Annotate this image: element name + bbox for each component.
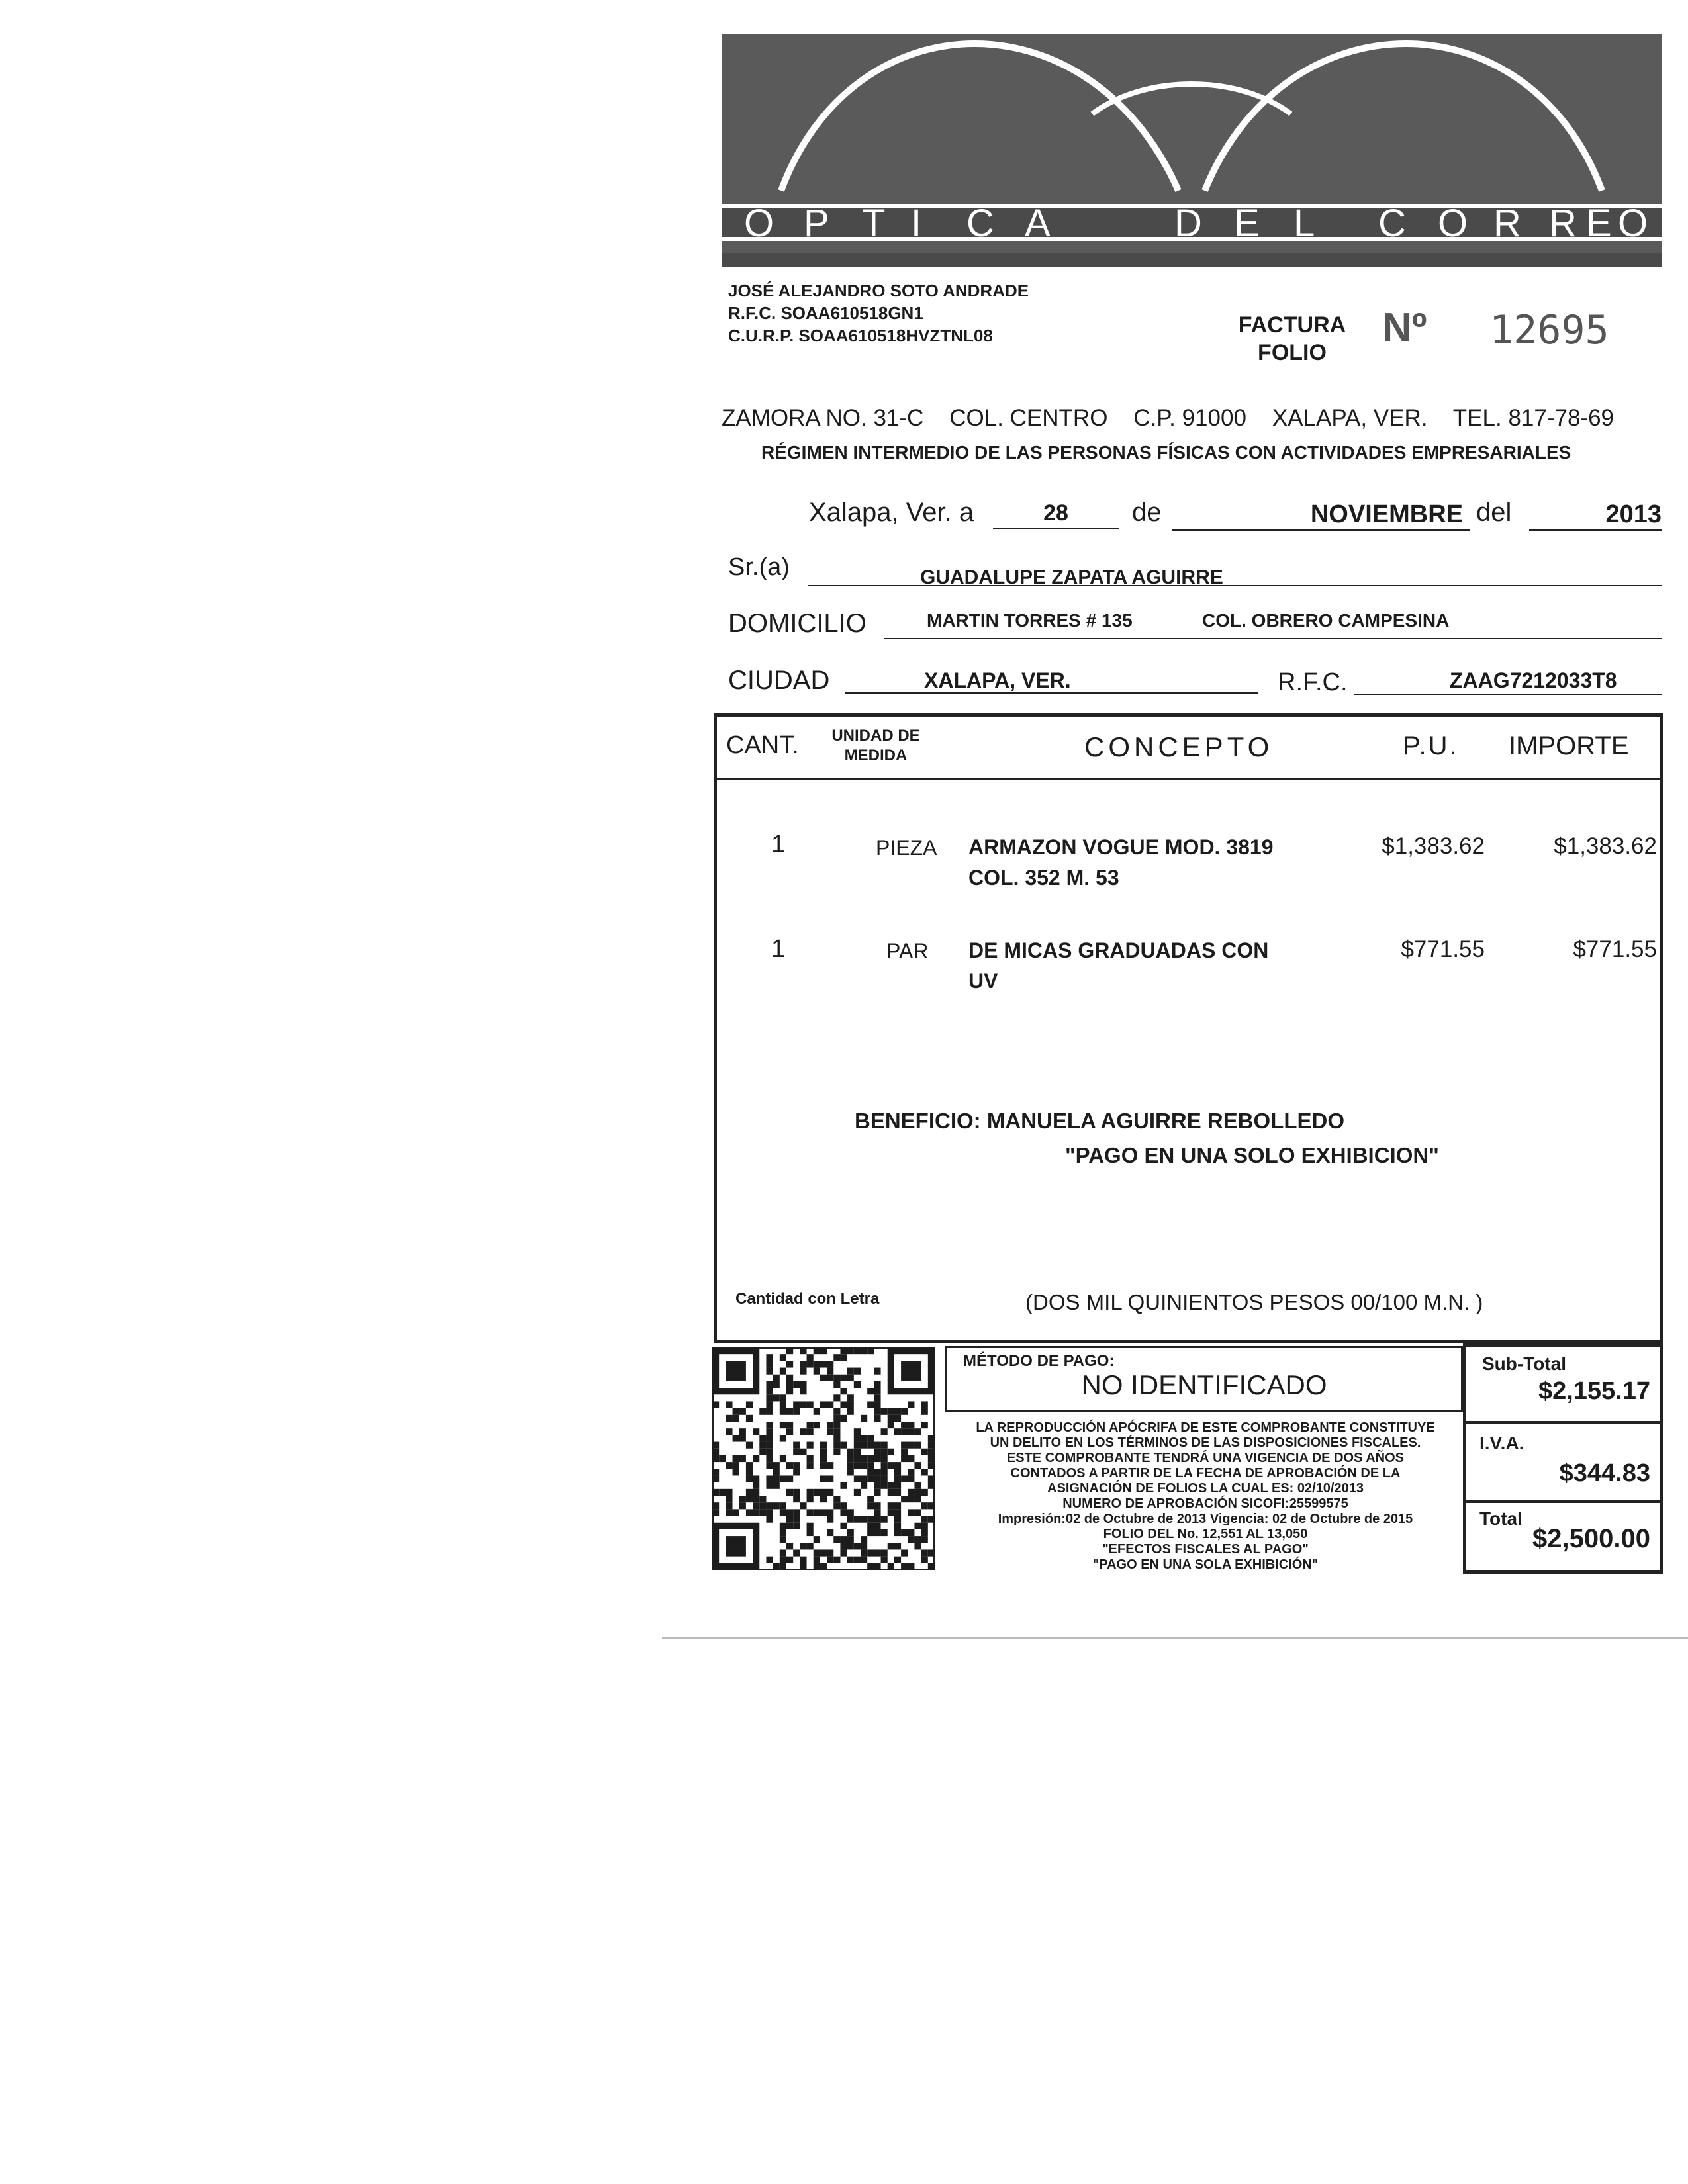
row1-pu: $1,383.62 <box>1382 833 1485 859</box>
pago-note: "PAGO EN UNA SOLO EXHIBICION" <box>1065 1143 1439 1167</box>
brand-letter: L <box>1293 202 1315 245</box>
brand-letter: O <box>1438 202 1468 245</box>
issuer-name: JOSÉ ALEJANDRO SOTO ANDRADE <box>728 281 1029 300</box>
col-header-concepto: CONCEPTO <box>1084 731 1274 762</box>
metodo-label: MÉTODO DE PAGO: <box>963 1352 1115 1370</box>
col-header-importe: IMPORTE <box>1509 731 1629 760</box>
date-day: 28 <box>1043 500 1068 525</box>
sr-label: Sr.(a) <box>728 553 790 581</box>
cantidad-letra-label: Cantidad con Letra <box>735 1290 880 1308</box>
qr-code <box>712 1347 935 1570</box>
issuer-curp: C.U.R.P. SOAA610518HVZTNL08 <box>728 326 993 345</box>
date-month: NOVIEMBRE <box>1310 500 1463 528</box>
brand-letter: E <box>1586 202 1612 245</box>
brand-letter: C <box>1378 202 1406 245</box>
brand-letter: O <box>1618 202 1648 245</box>
brand-letter: R <box>1549 202 1577 245</box>
numero-label: Nº <box>1382 305 1427 351</box>
row1-desc-line2: COL. 352 M. 53 <box>968 866 1119 889</box>
row2-unit: PAR <box>886 939 929 963</box>
col-header-unidad-line1: UNIDAD DE <box>831 727 920 745</box>
date-year: 2013 <box>1605 500 1662 528</box>
table-header-divider <box>717 778 1660 780</box>
date-month-line <box>1172 529 1470 531</box>
brand-letter: D <box>1174 202 1202 245</box>
client-rfc: ZAAG7212033T8 <box>1450 668 1617 692</box>
row2-description <box>968 935 1268 996</box>
payment-method-box <box>945 1346 1463 1412</box>
col-header-cant: CANT. <box>726 731 799 759</box>
folio-number: 12695 <box>1489 307 1609 353</box>
domicilio-label: DOMICILIO <box>728 609 867 638</box>
date-day-line <box>993 528 1119 529</box>
brand-letter: R <box>1493 202 1521 245</box>
ciudad-line <box>845 692 1258 694</box>
ciudad-label: CIUDAD <box>728 666 830 695</box>
brand-letter: T <box>862 202 886 245</box>
cantidad-letra-value: (DOS MIL QUINIENTOS PESOS 00/100 M.N. ) <box>1025 1290 1483 1314</box>
brand-letter: O <box>744 202 774 245</box>
date-del: del <box>1476 498 1512 527</box>
issuer-address: ZAMORA NO. 31-C COL. CENTRO C.P. 91000 XALAPA, VER. TEL. 817-78-69 <box>722 405 1615 431</box>
date-year-line <box>1529 529 1662 531</box>
col-header-pu: P.U. <box>1403 731 1459 760</box>
legal-line: ASIGNACIÓN DE FOLIOS LA CUAL ES: 02/10/2013 <box>1047 1481 1364 1496</box>
subtotal-divider <box>1466 1421 1660 1424</box>
client-name-line <box>808 585 1662 586</box>
iva-value: $344.83 <box>1559 1459 1650 1487</box>
folio-label: FOLIO <box>1258 340 1327 365</box>
brand-letter: A <box>1025 202 1051 245</box>
legal-line: CONTADOS A PARTIR DE LA FECHA DE APROBACIÓN DE LA <box>1010 1466 1401 1480</box>
legal-line: "EFECTOS FISCALES AL PAGO" <box>1102 1542 1309 1557</box>
date-de: de <box>1132 498 1162 527</box>
total-value: $2,500.00 <box>1532 1524 1650 1553</box>
header-logo-banner <box>722 34 1662 267</box>
brand-letter: I <box>911 202 922 245</box>
row2-pu: $771.55 <box>1401 936 1485 962</box>
iva-label: I.V.A. <box>1479 1433 1524 1453</box>
date-prefix: Xalapa, Ver. a <box>809 498 974 527</box>
subtotal-value: $2,155.17 <box>1538 1377 1650 1405</box>
legal-line: LA REPRODUCCIÓN APÓCRIFA DE ESTE COMPROBANTE CONSTITUYE <box>976 1420 1435 1435</box>
items-table <box>714 713 1663 1343</box>
brand-bottom-strip <box>722 253 1662 267</box>
row1-qty: 1 <box>771 831 786 858</box>
row2-desc-line2: UV <box>968 969 998 993</box>
folio-labels <box>1233 311 1352 367</box>
brand-letter: C <box>966 202 994 245</box>
issuer-regime: RÉGIMEN INTERMEDIO DE LAS PERSONAS FÍSICAS CON ACTIVIDADES EMPRESARIALES <box>761 442 1571 463</box>
col-header-unidad-line2: MEDIDA <box>844 747 908 764</box>
rfc-line <box>1354 694 1662 695</box>
iva-divider <box>1466 1500 1660 1503</box>
client-colonia: COL. OBRERO CAMPESINA <box>1202 610 1450 631</box>
row1-importe: $1,383.62 <box>1554 833 1657 859</box>
totals-box <box>1463 1343 1663 1574</box>
beneficio-note: BENEFICIO: MANUELA AGUIRRE REBOLLEDO <box>855 1109 1345 1133</box>
issuer-rfc: R.F.C. SOAA610518GN1 <box>728 303 923 323</box>
legal-line: UN DELITO EN LOS TÉRMINOS DE LAS DISPOSICIONES FISCALES. <box>990 1435 1421 1450</box>
legal-line: NUMERO DE APROBACIÓN SICOFI:25599575 <box>1062 1496 1348 1511</box>
legal-line: ESTE COMPROBANTE TENDRÁ UNA VIGENCIA DE DOS AÑOS <box>1006 1451 1405 1465</box>
brand-letter: E <box>1234 202 1260 245</box>
issuer-block <box>728 279 1029 347</box>
row1-unit: PIEZA <box>876 836 937 860</box>
domicilio-line <box>884 638 1662 639</box>
metodo-value: NO IDENTIFICADO <box>1081 1369 1327 1400</box>
factura-label: FACTURA <box>1238 312 1346 338</box>
row1-desc-line1: ARMAZON VOGUE MOD. 3819 <box>968 835 1274 859</box>
legal-line: Impresión:02 de Octubre de 2013 Vigencia: 02 de Octubre de 2015 <box>998 1512 1413 1526</box>
client-city: XALAPA, VER. <box>924 668 1071 692</box>
subtotal-label: Sub-Total <box>1482 1353 1567 1374</box>
legal-line: FOLIO DEL No. 12,551 AL 13,050 <box>1103 1527 1308 1541</box>
row1-description <box>968 832 1274 893</box>
rfc-label: R.F.C. <box>1278 668 1348 696</box>
page-bottom-rule <box>662 1637 1688 1639</box>
client-name: GUADALUPE ZAPATA AGUIRRE <box>920 567 1223 588</box>
legal-line: "PAGO EN UNA SOLA EXHIBICIÓN" <box>1092 1557 1319 1572</box>
total-label: Total <box>1479 1508 1523 1529</box>
brand-letter: P <box>804 202 829 245</box>
col-header-unidad <box>829 726 922 766</box>
row2-qty: 1 <box>771 935 786 963</box>
row2-desc-line1: DE MICAS GRADUADAS CON <box>968 938 1269 962</box>
client-street: MARTIN TORRES # 135 <box>927 610 1133 631</box>
row2-importe: $771.55 <box>1573 936 1657 962</box>
